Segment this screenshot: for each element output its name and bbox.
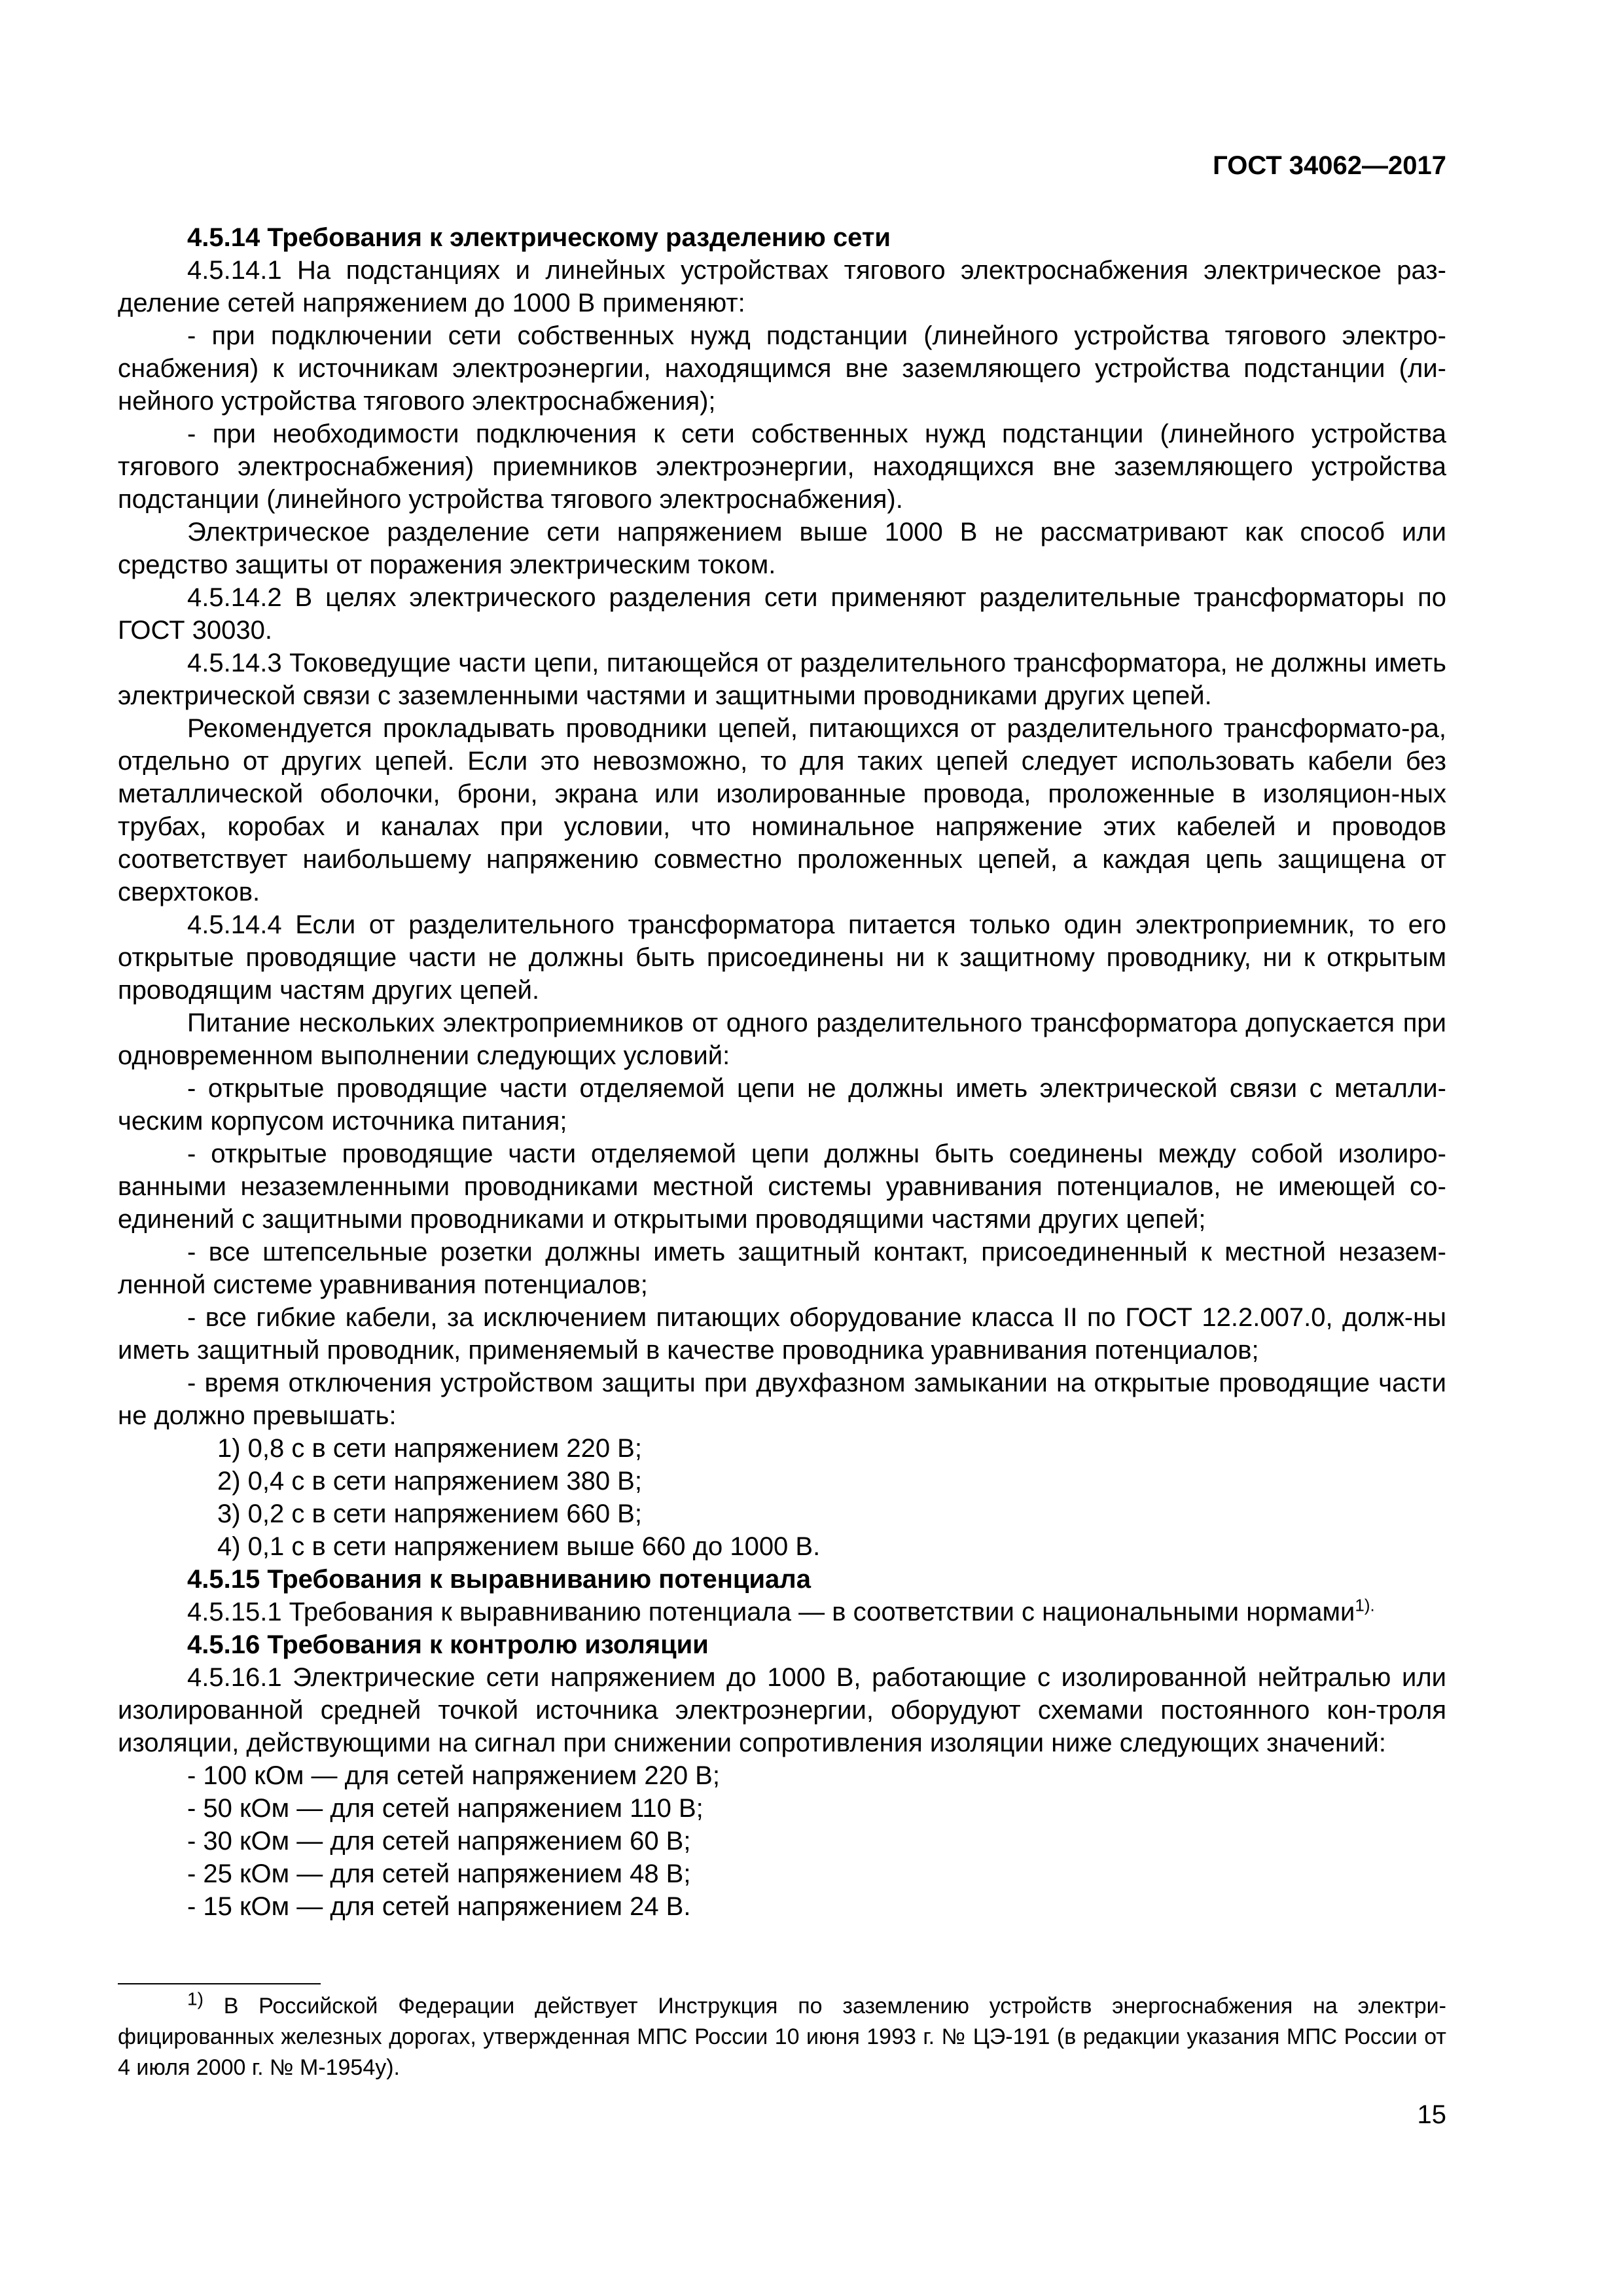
- section-heading: 4.5.15 Требования к выравниванию потенциала: [187, 1565, 811, 1594]
- paragraph: - все гибкие кабели, за исключением питающих оборудование класса II по ГОСТ 12.2.007.0, долж-ны иметь защитный проводник, применяемый в качестве проводника уравнивания потенциалов;: [118, 1303, 1446, 1365]
- document-body: [118, 221, 1446, 1923]
- paragraph: 4.5.15.1 Требования к выравниванию потенциала — в соответствии с национальными нормами$^{1).}$: [187, 1595, 1375, 1626]
- list-item: 4) 0,1 с в сети напряжением выше 660 до 1000 В.: [217, 1532, 821, 1561]
- paragraph: 4.5.14.2 В целях электрического разделения сети применяют разделительные трансформаторы по ГОСТ 30030.: [118, 583, 1446, 645]
- footnote-text: В Российской Федерации действует Инструкция по заземлению устройств энергоснабжения на электри-фицированных железных дорогах, утвержденная МПС России 10 июня 1993 г. № ЦЭ-191 (в редакции указания МПС России от 4 июля 2000 г. № М-1954у).: [118, 1994, 1446, 2080]
- list-item: - 25 кОм — для сетей напряжением 48 В;: [187, 1859, 691, 1888]
- list-item: - 50 кОм — для сетей напряжением 110 В;: [187, 1794, 704, 1823]
- section-heading: 4.5.16 Требования к контролю изоляции: [187, 1630, 709, 1659]
- paragraph: 4.5.14.4 Если от разделительного трансформатора питается только один электроприемник, то его открытые проводящие части не должны быть присоединены ни к защитному проводнику, ни к открытым проводящим частям других цепей.: [118, 910, 1446, 1005]
- paragraph: - время отключения устройством защиты при двухфазном замыкании на открытые проводящие части не должно превышать:: [118, 1369, 1446, 1430]
- paragraph: - все штепсельные розетки должны иметь защитный контакт, присоединенный к местной незазем-ленной системе уравнивания потенциалов;: [118, 1238, 1446, 1299]
- list-item: 3) 0,2 с в сети напряжением 660 В;: [217, 1499, 642, 1528]
- document-code: ГОСТ 34062—2017: [1213, 151, 1446, 180]
- footnote-ref: 1).: [1355, 1595, 1375, 1615]
- footnote-separator: [118, 1983, 321, 1984]
- section-heading: 4.5.14 Требования к электрическому разделению сети: [187, 223, 891, 252]
- list-item: 1) 0,8 с в сети напряжением 220 В;: [217, 1434, 642, 1463]
- paragraph: 4.5.16.1 Электрические сети напряжением до 1000 В, работающие с изолированной нейтралью или изолированной средней точкой источника электроэнергии, оборудуют схемами постоянного кон-троля изоляции, действующими на сигнал при снижении сопротивления изоляции ниже следующих значений:: [118, 1663, 1446, 1757]
- list-item: - 100 кОм — для сетей напряжением 220 В;: [187, 1761, 720, 1790]
- list-item: 2) 0,4 с в сети напряжением 380 В;: [217, 1467, 642, 1496]
- paragraph: - открытые проводящие части отделяемой цепи не должны иметь электрической связи с металли-ческим корпусом источника питания;: [118, 1074, 1446, 1136]
- paragraph: 4.5.14.1 На подстанциях и линейных устройствах тягового электроснабжения электрическое раз-деление сетей напряжением до 1000 В применяют:: [118, 256, 1446, 317]
- list-item: - 30 кОм — для сетей напряжением 60 В;: [187, 1827, 691, 1856]
- paragraph: Рекомендуется прокладывать проводники цепей, питающихся от разделительного трансформато-ра, отдельно от других цепей. Если это невозможно, то для таких цепей следует использовать кабели без металлической оболочки, брони, экрана или изолированные провода, проложенные в изоляцион-ных трубах, коробах и каналах при условии, что номинальное напряжение этих кабелей и проводов соответствует наибольшему напряжению совместно проложенных цепей, а каждая цепь защищена от сверхтоков.: [118, 714, 1446, 906]
- page-number: 15: [1417, 2100, 1446, 2129]
- list-item: - 15 кОм — для сетей напряжением 24 В.: [187, 1892, 691, 1921]
- paragraph: Питание нескольких электроприемников от одного разделительного трансформатора допускается при одновременном выполнении следующих условий:: [118, 1009, 1446, 1070]
- footnote-mark: 1): [187, 1988, 204, 2009]
- paragraph: Электрическое разделение сети напряжением выше 1000 В не рассматривают как способ или средство защиты от поражения электрическим током.: [118, 518, 1446, 579]
- footnote: [118, 1988, 1446, 2083]
- paragraph: - открытые проводящие части отделяемой цепи должны быть соединены между собой изолиро-ванными незаземленными проводниками местной системы уравнивания потенциалов, не имеющей со-единений с защитными проводниками и открытыми проводящими частями других цепей;: [118, 1139, 1446, 1234]
- paragraph: 4.5.14.3 Токоведущие части цепи, питающейся от разделительного трансформатора, не должны иметь электрической связи с заземленными частями и защитными проводниками других цепей.: [118, 649, 1446, 710]
- paragraph: - при необходимости подключения к сети собственных нужд подстанции (линейного устройства тягового электроснабжения) приемников электроэнергии, находящихся вне заземляющего устройства подстанции (линейного устройства тягового электроснабжения).: [118, 420, 1446, 514]
- paragraph: - при подключении сети собственных нужд подстанции (линейного устройства тягового электро-снабжения) к источникам электроэнергии, находящимся вне заземляющего устройства подстанции (ли-нейного устройства тягового электроснабжения);: [118, 321, 1446, 416]
